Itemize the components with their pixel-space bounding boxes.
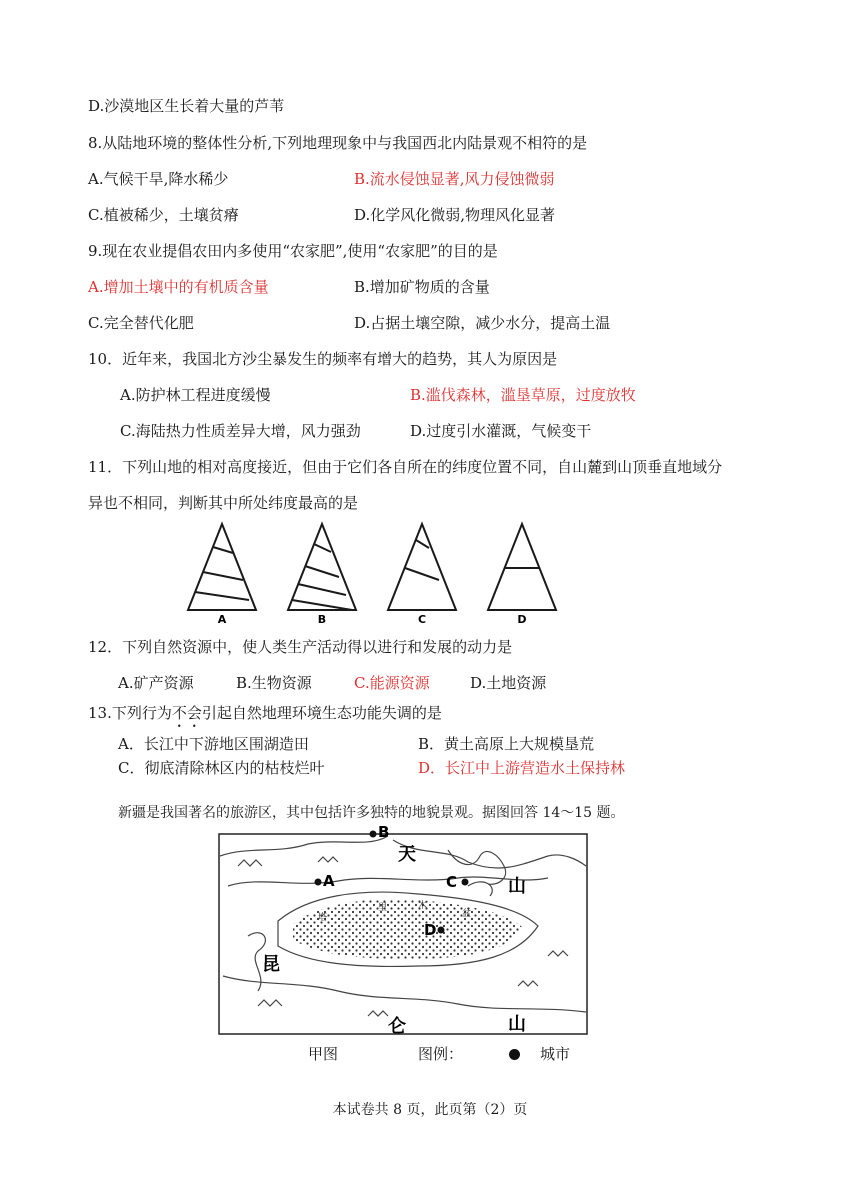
mountain-label-a: A <box>217 613 227 626</box>
q12-option-a: A.矿产资源 <box>118 674 194 692</box>
q13-stem-emphasis: 不会 <box>171 704 202 722</box>
xinjiang-map <box>218 826 590 1036</box>
mountain-label-b: B <box>317 613 327 626</box>
q13-stem-post: 引起自然地理环境生态功能失调的是 <box>201 704 442 722</box>
map-basin-char-2: 里 <box>378 903 388 913</box>
q9-option-b: B.增加矿物质的含量 <box>354 278 490 296</box>
mountain-zones-figure <box>184 520 576 630</box>
q10-option-a: A.防护林工程进度缓慢 <box>120 386 271 404</box>
legend-city-dot <box>509 1049 520 1060</box>
q8-option-b: B.流水侵蚀显著,风力侵蚀微弱 <box>354 170 555 188</box>
mountain-b <box>288 524 356 610</box>
q8-option-a: A.气候干旱,降水稀少 <box>88 170 229 188</box>
mountain-a <box>188 524 256 610</box>
mountain-c <box>388 524 456 610</box>
q10-option-b: B.滥伐森林，滥垦草原，过度放牧 <box>410 386 636 404</box>
map-legend-label: 图例： <box>418 1045 464 1063</box>
q10-option-c: C.海陆热力性质差异大增，风力强劲 <box>120 422 361 440</box>
q13-option-b: B．黄土高原上大规模垦荒 <box>418 735 595 753</box>
q11-stem-line2: 异也不相同，判断其中所处纬度最高的是 <box>88 494 359 512</box>
q12-stem: 12．下列自然资源中，使人类生产活动得以进行和发展的动力是 <box>88 638 513 656</box>
map-label-kun: 昆 <box>262 954 280 975</box>
q12-option-b: B.生物资源 <box>236 674 312 692</box>
mountain-label-d: D <box>517 613 527 626</box>
map-point-c: C <box>446 873 458 891</box>
mountain-d <box>488 524 556 610</box>
q13-stem-pre: 13.下列行为 <box>88 704 172 722</box>
map-caption: 甲图 <box>308 1045 339 1063</box>
q10-option-d: D.过度引水灌溉，气候变干 <box>410 422 592 440</box>
q8-option-c: C.植被稀少，土壤贫瘠 <box>88 206 239 224</box>
q9-stem: 9.现在农业提倡农田内多使用“农家肥”,使用“农家肥”的目的是 <box>88 242 498 260</box>
q12-option-c: C.能源资源 <box>354 674 430 692</box>
city-c-dot <box>462 879 469 886</box>
q13-option-a: A．长江中下游地区围湖造田 <box>118 735 309 753</box>
map-basin-char-1: 塔 <box>318 913 328 923</box>
q9-option-c: C.完全替代化肥 <box>88 314 194 332</box>
q13-option-d: D．长江中上游营造水土保持林 <box>418 759 626 777</box>
map-point-b: B <box>378 826 390 841</box>
q8-stem: 8.从陆地环境的整体性分析,下列地理现象中与我国西北内陆景观不相符的是 <box>88 134 588 152</box>
q13-option-c: C．彻底清除林区内的枯枝烂叶 <box>118 759 325 777</box>
map-label-shan-2: 山 <box>508 1014 526 1035</box>
map-point-a: A <box>323 872 335 890</box>
q12-option-d: D.土地资源 <box>470 674 547 692</box>
map-basin-char-3: 木 <box>418 901 428 911</box>
map-legend-item: 城市 <box>540 1045 571 1063</box>
city-a-dot <box>315 879 322 886</box>
q11-stem-line1: 11．下列山地的相对高度接近，但由于它们各自所在的纬度位置不同，自山麓到山顶垂直地域分 <box>88 458 723 476</box>
city-b-dot <box>370 831 377 838</box>
city-d-dot <box>438 927 445 934</box>
q7-option-d: D.沙漠地区生长着大量的芦苇 <box>88 97 285 115</box>
q10-stem: 10．近年来，我国北方沙尘暴发生的频率有增大的趋势，其人为原因是 <box>88 350 558 368</box>
q8-option-d: D.化学风化微弱,物理风化显著 <box>354 206 556 224</box>
question-group-intro: 新疆是我国著名的旅游区，其中包括许多独特的地貌景观。据图回答 14～15 题。 <box>118 805 625 821</box>
page-footer: 本试卷共 8 页，此页第（2）页 <box>332 1102 528 1118</box>
map-point-d: D <box>424 921 437 939</box>
mountain-label-c: C <box>417 613 427 626</box>
map-basin-char-4: 盆 <box>462 909 472 919</box>
q13-stem <box>88 703 442 731</box>
map-label-tian: 天 <box>398 844 416 865</box>
q9-option-a: A.增加土壤中的有机质含量 <box>88 278 269 296</box>
map-label-shan-1: 山 <box>508 876 526 897</box>
map-label-lun: 仑 <box>388 1016 406 1036</box>
q9-option-d: D.占据土壤空隙，减少水分，提高土温 <box>354 314 611 332</box>
